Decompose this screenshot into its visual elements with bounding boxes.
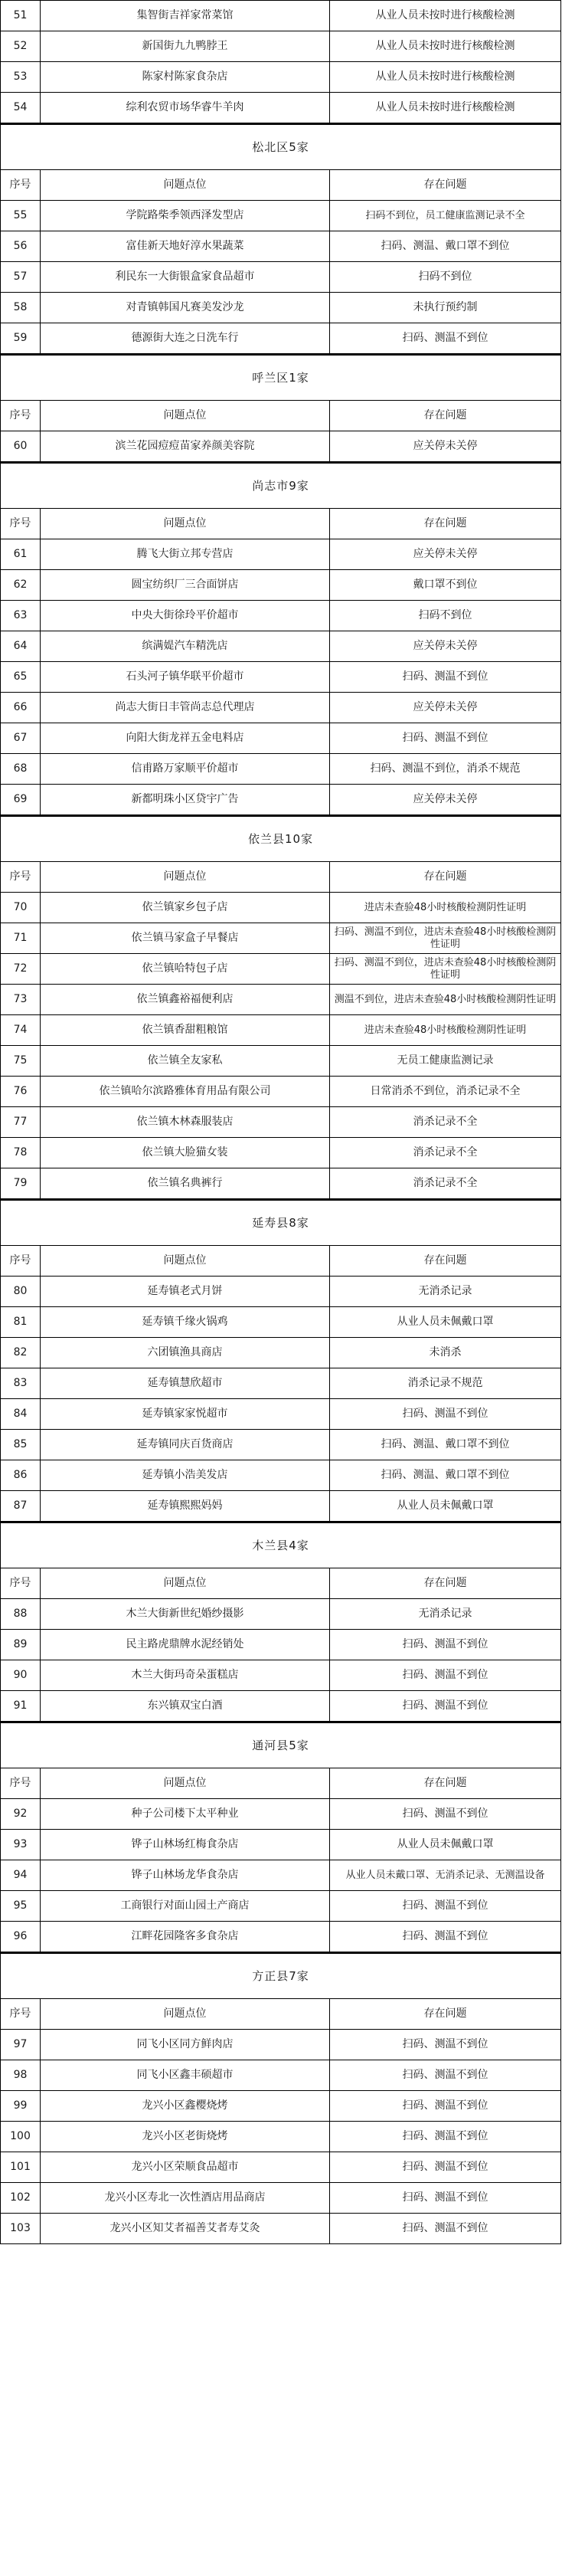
table-row (1, 93, 561, 124)
section-title: 松北区5家 (1, 124, 561, 170)
row-number: 53 (1, 62, 41, 93)
row-issue: 扫码、测温不到位 (330, 2214, 561, 2244)
row-location: 龙兴小区荣顺食品超市 (41, 2152, 330, 2183)
row-issue: 扫码不到位 (330, 262, 561, 293)
table-row (1, 62, 561, 93)
table-row (1, 539, 561, 570)
row-location: 延寿镇熙熙妈妈 (41, 1491, 330, 1522)
row-number: 102 (1, 2183, 41, 2214)
row-location: 依兰镇哈尔滨路雅体育用品有限公司 (41, 1077, 330, 1107)
row-location: 新都明珠小区贷宇广告 (41, 785, 330, 816)
row-number: 94 (1, 1860, 41, 1891)
section-header-row (1, 1953, 561, 1999)
column-header-issue: 存在问题 (330, 1246, 561, 1277)
row-issue: 扫码、测温不到位，进店未查验48小时核酸检测阴性证明 (330, 954, 561, 985)
row-number: 87 (1, 1491, 41, 1522)
row-number: 65 (1, 662, 41, 693)
row-issue: 测温不到位，进店未查验48小时核酸检测阴性证明 (330, 985, 561, 1015)
row-location: 信甫路万家顺平价超市 (41, 754, 330, 785)
table-row (1, 1338, 561, 1368)
row-number: 63 (1, 601, 41, 631)
row-location: 东兴镇双宝白酒 (41, 1691, 330, 1722)
column-header-location: 问题点位 (41, 1999, 330, 2030)
column-header-row (1, 1768, 561, 1799)
row-number: 59 (1, 323, 41, 355)
row-number: 55 (1, 201, 41, 231)
column-header-row (1, 1246, 561, 1277)
row-location: 依兰镇大脸猫女装 (41, 1138, 330, 1168)
row-issue: 无消杀记录 (330, 1599, 561, 1630)
row-issue: 应关停未关停 (330, 631, 561, 662)
row-number: 96 (1, 1922, 41, 1953)
row-location: 石头河子镇华联平价超市 (41, 662, 330, 693)
row-number: 98 (1, 2060, 41, 2091)
row-location: 依兰镇全友家私 (41, 1046, 330, 1077)
table-row (1, 1277, 561, 1307)
row-location: 新国街九九鸭脖王 (41, 31, 330, 62)
column-header-location: 问题点位 (41, 1568, 330, 1599)
row-issue: 消杀记录不全 (330, 1138, 561, 1168)
row-issue: 戴口罩不到位 (330, 570, 561, 601)
row-issue: 无消杀记录 (330, 1277, 561, 1307)
row-number: 97 (1, 2030, 41, 2060)
section-title: 方正县7家 (1, 1953, 561, 1999)
table-row (1, 1830, 561, 1860)
row-number: 76 (1, 1077, 41, 1107)
row-issue: 从业人员未戴口罩、无消杀记录、无测温设备 (330, 1860, 561, 1891)
column-header-location: 问题点位 (41, 1768, 330, 1799)
row-number: 88 (1, 1599, 41, 1630)
row-number: 54 (1, 93, 41, 124)
row-location: 江畔花园隆客多食杂店 (41, 1922, 330, 1953)
row-number: 93 (1, 1830, 41, 1860)
row-issue: 消杀记录不全 (330, 1168, 561, 1200)
table-row (1, 1077, 561, 1107)
section-title: 木兰县4家 (1, 1522, 561, 1568)
table-row (1, 323, 561, 355)
table-row (1, 1799, 561, 1830)
row-location: 富佳新天地好淳水果蔬菜 (41, 231, 330, 262)
table-row (1, 2152, 561, 2183)
column-header-number: 序号 (1, 401, 41, 431)
section-title: 延寿县8家 (1, 1200, 561, 1246)
row-issue: 未消杀 (330, 1338, 561, 1368)
row-number: 74 (1, 1015, 41, 1046)
section-header-row (1, 124, 561, 170)
column-header-row (1, 1999, 561, 2030)
row-issue: 日常消杀不到位，消杀记录不全 (330, 1077, 561, 1107)
row-issue: 扫码不到位，员工健康监测记录不全 (330, 201, 561, 231)
table-row (1, 1460, 561, 1491)
row-number: 60 (1, 431, 41, 463)
row-issue: 扫码、测温不到位 (330, 323, 561, 355)
row-location: 六团镇渔具商店 (41, 1338, 330, 1368)
row-number: 101 (1, 2152, 41, 2183)
row-location: 依兰镇香甜粗粮馆 (41, 1015, 330, 1046)
row-issue: 进店未查验48小时核酸检测阴性证明 (330, 1015, 561, 1046)
column-header-location: 问题点位 (41, 170, 330, 201)
row-location: 同飞小区同方鲜肉店 (41, 2030, 330, 2060)
row-location: 集智街吉祥家常菜馆 (41, 1, 330, 31)
row-number: 90 (1, 1660, 41, 1691)
table-row (1, 1046, 561, 1077)
row-location: 依兰镇马家盒子早餐店 (41, 923, 330, 954)
section-header-row (1, 463, 561, 509)
row-issue: 扫码、测温不到位 (330, 1691, 561, 1722)
table-row (1, 31, 561, 62)
row-number: 71 (1, 923, 41, 954)
row-location: 延寿镇家家悦超市 (41, 1399, 330, 1430)
row-number: 86 (1, 1460, 41, 1491)
table-row (1, 754, 561, 785)
row-number: 56 (1, 231, 41, 262)
row-issue: 扫码、测温不到位 (330, 1799, 561, 1830)
row-location: 铧子山林场龙华食杂店 (41, 1860, 330, 1891)
section-title: 依兰县10家 (1, 816, 561, 862)
row-issue: 扫码、测温不到位 (330, 1922, 561, 1953)
table-row (1, 985, 561, 1015)
table-row (1, 693, 561, 723)
row-issue: 扫码、测温不到位 (330, 1399, 561, 1430)
column-header-issue: 存在问题 (330, 401, 561, 431)
row-issue: 从业人员未按时进行核酸检测 (330, 93, 561, 124)
row-issue: 未执行预约制 (330, 293, 561, 323)
row-number: 79 (1, 1168, 41, 1200)
table-row (1, 431, 561, 463)
section-header-row (1, 1722, 561, 1768)
row-number: 77 (1, 1107, 41, 1138)
row-location: 延寿镇小浩美发店 (41, 1460, 330, 1491)
table-row (1, 262, 561, 293)
row-location: 依兰镇木林森服装店 (41, 1107, 330, 1138)
table-row (1, 723, 561, 754)
table-row (1, 1015, 561, 1046)
row-location: 缤满媞汽车精洗店 (41, 631, 330, 662)
table-row (1, 231, 561, 262)
row-issue: 扫码、测温不到位 (330, 2183, 561, 2214)
row-issue: 扫码、测温不到位 (330, 2122, 561, 2152)
row-issue: 扫码、测温不到位 (330, 1891, 561, 1922)
row-number: 91 (1, 1691, 41, 1722)
column-header-issue: 存在问题 (330, 1768, 561, 1799)
column-header-number: 序号 (1, 170, 41, 201)
table-row (1, 1860, 561, 1891)
row-number: 83 (1, 1368, 41, 1399)
row-number: 92 (1, 1799, 41, 1830)
row-location: 民主路虎鼎牌水泥经销处 (41, 1630, 330, 1660)
row-number: 67 (1, 723, 41, 754)
table-row (1, 1491, 561, 1522)
column-header-number: 序号 (1, 1999, 41, 2030)
table-row (1, 785, 561, 816)
table-row (1, 201, 561, 231)
row-number: 95 (1, 1891, 41, 1922)
column-header-issue: 存在问题 (330, 509, 561, 539)
section-header-row (1, 816, 561, 862)
row-location: 对青镇韩国凡赛美发沙龙 (41, 293, 330, 323)
row-number: 78 (1, 1138, 41, 1168)
row-number: 70 (1, 893, 41, 923)
row-number: 89 (1, 1630, 41, 1660)
table-row (1, 2030, 561, 2060)
column-header-number: 序号 (1, 1246, 41, 1277)
row-location: 依兰镇家乡包子店 (41, 893, 330, 923)
row-location: 滨兰花园痘痘苗家养颜美容院 (41, 431, 330, 463)
row-number: 69 (1, 785, 41, 816)
table-row (1, 293, 561, 323)
row-number: 57 (1, 262, 41, 293)
row-number: 84 (1, 1399, 41, 1430)
row-location: 利民东一大街银盒家食品超市 (41, 262, 330, 293)
row-location: 陈家村陈家食杂店 (41, 62, 330, 93)
row-issue: 应关停未关停 (330, 431, 561, 463)
row-location: 延寿镇慧欣超市 (41, 1368, 330, 1399)
row-issue: 扫码、测温不到位 (330, 723, 561, 754)
column-header-number: 序号 (1, 1568, 41, 1599)
table-row (1, 893, 561, 923)
row-number: 75 (1, 1046, 41, 1077)
row-location: 圆宝纺织厂三合面饼店 (41, 570, 330, 601)
row-number: 72 (1, 954, 41, 985)
row-issue: 扫码不到位 (330, 601, 561, 631)
row-location: 腾飞大街立邦专营店 (41, 539, 330, 570)
table-row (1, 1307, 561, 1338)
row-issue: 从业人员未佩戴口罩 (330, 1830, 561, 1860)
section-header-row (1, 1522, 561, 1568)
row-issue: 扫码、测温、戴口罩不到位 (330, 1430, 561, 1460)
row-issue: 进店未查验48小时核酸检测阴性证明 (330, 893, 561, 923)
table-row (1, 2214, 561, 2244)
row-issue: 扫码、测温、戴口罩不到位 (330, 1460, 561, 1491)
row-issue: 应关停未关停 (330, 785, 561, 816)
column-header-issue: 存在问题 (330, 1999, 561, 2030)
row-number: 68 (1, 754, 41, 785)
row-location: 龙兴小区知艾者福善艾者寿艾灸 (41, 2214, 330, 2244)
row-number: 73 (1, 985, 41, 1015)
row-location: 依兰镇哈特包子店 (41, 954, 330, 985)
row-number: 100 (1, 2122, 41, 2152)
row-location: 学院路柴季领西泽发型店 (41, 201, 330, 231)
row-location: 尚志大街日丰管尚志总代理店 (41, 693, 330, 723)
section-header-row (1, 1200, 561, 1246)
column-header-issue: 存在问题 (330, 862, 561, 893)
row-issue: 扫码、测温不到位 (330, 1660, 561, 1691)
table-row (1, 1168, 561, 1200)
row-location: 德源街大连之日洗车行 (41, 323, 330, 355)
row-location: 种子公司楼下太平种业 (41, 1799, 330, 1830)
column-header-number: 序号 (1, 1768, 41, 1799)
row-location: 龙兴小区寿北一次性酒店用品商店 (41, 2183, 330, 2214)
row-issue: 扫码、测温不到位 (330, 2060, 561, 2091)
row-issue: 扫码、测温、戴口罩不到位 (330, 231, 561, 262)
section-title: 通河县5家 (1, 1722, 561, 1768)
row-location: 延寿镇老式月饼 (41, 1277, 330, 1307)
row-location: 中央大街徐玲平价超市 (41, 601, 330, 631)
table-row (1, 1599, 561, 1630)
table-row (1, 1138, 561, 1168)
column-header-number: 序号 (1, 509, 41, 539)
row-location: 同飞小区鑫丰硕超市 (41, 2060, 330, 2091)
row-number: 99 (1, 2091, 41, 2122)
row-issue: 扫码、测温不到位 (330, 1630, 561, 1660)
row-number: 85 (1, 1430, 41, 1460)
row-number: 66 (1, 693, 41, 723)
table-row (1, 1630, 561, 1660)
row-issue: 扫码、测温不到位，进店未查验48小时核酸检测阴性证明 (330, 923, 561, 954)
column-header-location: 问题点位 (41, 401, 330, 431)
row-location: 延寿镇千缘火锅鸡 (41, 1307, 330, 1338)
row-location: 综利农贸市场华睿牛羊肉 (41, 93, 330, 124)
row-issue: 从业人员未按时进行核酸检测 (330, 62, 561, 93)
column-header-location: 问题点位 (41, 509, 330, 539)
table-row (1, 662, 561, 693)
column-header-number: 序号 (1, 862, 41, 893)
row-location: 木兰大街玛奇朵蛋糕店 (41, 1660, 330, 1691)
row-issue: 扫码、测温不到位 (330, 662, 561, 693)
row-number: 82 (1, 1338, 41, 1368)
row-issue: 无员工健康监测记录 (330, 1046, 561, 1077)
row-issue: 从业人员未按时进行核酸检测 (330, 31, 561, 62)
row-location: 依兰镇鑫裕福便利店 (41, 985, 330, 1015)
row-issue: 扫码、测温不到位 (330, 2152, 561, 2183)
row-location: 龙兴小区鑫樱烧烤 (41, 2091, 330, 2122)
column-header-row (1, 509, 561, 539)
section-header-row (1, 355, 561, 401)
row-location: 依兰镇名典裤行 (41, 1168, 330, 1200)
table-row (1, 1922, 561, 1953)
table-row (1, 1430, 561, 1460)
row-issue: 消杀记录不全 (330, 1107, 561, 1138)
row-number: 80 (1, 1277, 41, 1307)
table-row (1, 631, 561, 662)
row-number: 52 (1, 31, 41, 62)
row-location: 铧子山林场红梅食杂店 (41, 1830, 330, 1860)
table-row (1, 1691, 561, 1722)
row-number: 103 (1, 2214, 41, 2244)
column-header-row (1, 401, 561, 431)
row-number: 81 (1, 1307, 41, 1338)
row-number: 62 (1, 570, 41, 601)
table-row (1, 1107, 561, 1138)
column-header-issue: 存在问题 (330, 170, 561, 201)
section-title: 呼兰区1家 (1, 355, 561, 401)
table-row (1, 923, 561, 954)
column-header-row (1, 170, 561, 201)
table-row (1, 2060, 561, 2091)
row-issue: 从业人员未按时进行核酸检测 (330, 1, 561, 31)
row-issue: 扫码、测温不到位，消杀不规范 (330, 754, 561, 785)
table-row (1, 2183, 561, 2214)
table-row (1, 2122, 561, 2152)
row-issue: 扫码、测温不到位 (330, 2091, 561, 2122)
table-row (1, 1, 561, 31)
row-location: 向阳大街龙祥五金电料店 (41, 723, 330, 754)
row-number: 61 (1, 539, 41, 570)
column-header-row (1, 862, 561, 893)
section-title: 尚志市9家 (1, 463, 561, 509)
row-number: 58 (1, 293, 41, 323)
table-row (1, 2091, 561, 2122)
table-row (1, 570, 561, 601)
column-header-location: 问题点位 (41, 1246, 330, 1277)
row-location: 龙兴小区老街烧烤 (41, 2122, 330, 2152)
table-row (1, 1399, 561, 1430)
table-row (1, 1368, 561, 1399)
row-issue: 消杀记录不规范 (330, 1368, 561, 1399)
row-issue: 从业人员未佩戴口罩 (330, 1491, 561, 1522)
row-issue: 应关停未关停 (330, 539, 561, 570)
table-body (1, 1, 561, 2244)
column-header-location: 问题点位 (41, 862, 330, 893)
row-number: 64 (1, 631, 41, 662)
row-number: 51 (1, 1, 41, 31)
table-row (1, 601, 561, 631)
column-header-issue: 存在问题 (330, 1568, 561, 1599)
row-issue: 扫码、测温不到位 (330, 2030, 561, 2060)
row-issue: 从业人员未佩戴口罩 (330, 1307, 561, 1338)
column-header-row (1, 1568, 561, 1599)
row-location: 延寿镇同庆百货商店 (41, 1430, 330, 1460)
table-row (1, 1891, 561, 1922)
table-row (1, 1660, 561, 1691)
row-issue: 应关停未关停 (330, 693, 561, 723)
row-location: 木兰大街新世纪婚纱摄影 (41, 1599, 330, 1630)
row-location: 工商银行对面山园土产商店 (41, 1891, 330, 1922)
table-row (1, 954, 561, 985)
